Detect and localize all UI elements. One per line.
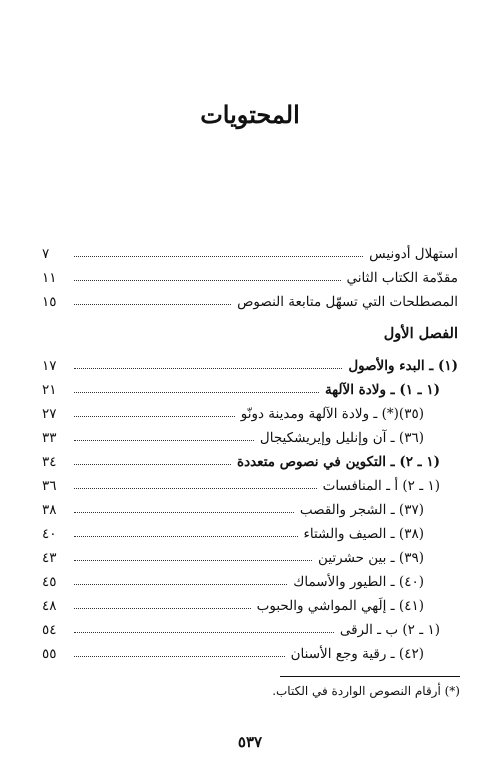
toc-entry [42, 566, 458, 590]
toc-entry-page: ٤٠ [42, 526, 57, 542]
toc-entry-page: ٥٥ [42, 646, 57, 662]
toc-entry-page: ٣٨ [42, 502, 57, 518]
toc-entry-page: ١١ [42, 270, 57, 286]
toc-entry-page: ٣٦ [42, 478, 57, 494]
toc-entry-title: (١ ـ ٢) ـ التكوين في نصوص متعددة [237, 454, 440, 470]
dot-leader [74, 535, 298, 537]
chapter-entry-list [42, 350, 458, 662]
footnote-rule [280, 676, 460, 677]
toc-entry [42, 614, 458, 638]
dot-leader [74, 279, 341, 281]
page-number: ٥٣٧ [237, 733, 263, 751]
toc-entry [42, 238, 458, 262]
toc-entry-page: ٧ [42, 246, 50, 262]
toc-entry-title: مقدّمة الكتاب الثاني [346, 270, 458, 286]
toc-entry-title: المصطلحات التي تسهّل متابعة النصوص [237, 294, 458, 310]
toc-entry-title: (٣٨) ـ الصيف والشتاء [303, 526, 424, 542]
toc-entry-page: ٢١ [42, 382, 57, 398]
toc-entry-title: (٤٠) ـ الطيور والأسماك [293, 574, 424, 590]
toc-entry-title: (٤١) ـ إلَهي المواشي والحبوب [256, 598, 424, 614]
toc-entry [42, 262, 458, 286]
toc-entry-page: ٤٥ [42, 574, 57, 590]
preface-list [42, 238, 458, 310]
toc-entry-title: (١ ـ ١) ـ ولادة الآلهة [324, 382, 440, 398]
toc-entry [42, 494, 458, 518]
dot-leader [74, 367, 342, 369]
dot-leader [74, 255, 363, 257]
toc-entry-page: ٣٣ [42, 430, 57, 446]
dot-leader [74, 583, 287, 585]
toc-entry [42, 350, 458, 374]
dot-leader [74, 415, 235, 417]
table-of-contents [42, 238, 458, 662]
toc-entry [42, 374, 458, 398]
toc-entry-page: ٤٣ [42, 550, 57, 566]
toc-entry-title: استهلال أدونيس [369, 246, 458, 262]
dot-leader [74, 439, 254, 441]
toc-entry [42, 638, 458, 662]
toc-entry [42, 590, 458, 614]
page-title: المحتويات [200, 100, 300, 129]
toc-entry-title: (٣٧) ـ الشجر والقصب [299, 502, 424, 518]
toc-entry-title: (٣٩) ـ بين حشرتين [318, 550, 424, 566]
dot-leader [74, 655, 285, 657]
toc-entry-page: ١٧ [42, 358, 57, 374]
toc-entry [42, 398, 458, 422]
dot-leader [74, 391, 319, 393]
toc-entry-page: ١٥ [42, 294, 57, 310]
dot-leader [74, 511, 294, 513]
toc-entry-page: ٢٧ [42, 406, 57, 422]
toc-entry-page: ٣٤ [42, 454, 57, 470]
toc-entry [42, 446, 458, 470]
footnote: (*) أرقام النصوص الواردة في الكتاب. [272, 684, 460, 698]
toc-entry [42, 470, 458, 494]
toc-entry-page: ٥٤ [42, 622, 57, 638]
toc-entry-title: (١) ـ البدء والأصول [348, 358, 458, 374]
dot-leader [74, 631, 334, 633]
toc-entry-title: (٤٢) ـ رقية وجع الأسنان [290, 646, 424, 662]
toc-entry-title: (١ ـ ٢) ب ـ الرقى [339, 622, 440, 638]
dot-leader [74, 463, 231, 465]
toc-entry-title: (٣٦) ـ آن وإنليل وإيريشكيجال [259, 430, 424, 446]
toc-entry-page: ٤٨ [42, 598, 57, 614]
dot-leader [74, 607, 251, 609]
dot-leader [74, 487, 317, 489]
dot-leader [74, 303, 231, 305]
toc-entry [42, 422, 458, 446]
toc-entry-title: (٣٥)(*) ـ ولادة الآلهة ومدينة دونّو [240, 406, 424, 422]
dot-leader [74, 559, 312, 561]
toc-entry-title: (١ ـ ٢) أ ـ المنافسات [322, 478, 440, 494]
toc-entry [42, 286, 458, 310]
toc-entry [42, 542, 458, 566]
toc-entry [42, 518, 458, 542]
chapter-heading: الفصل الأول [383, 325, 458, 342]
